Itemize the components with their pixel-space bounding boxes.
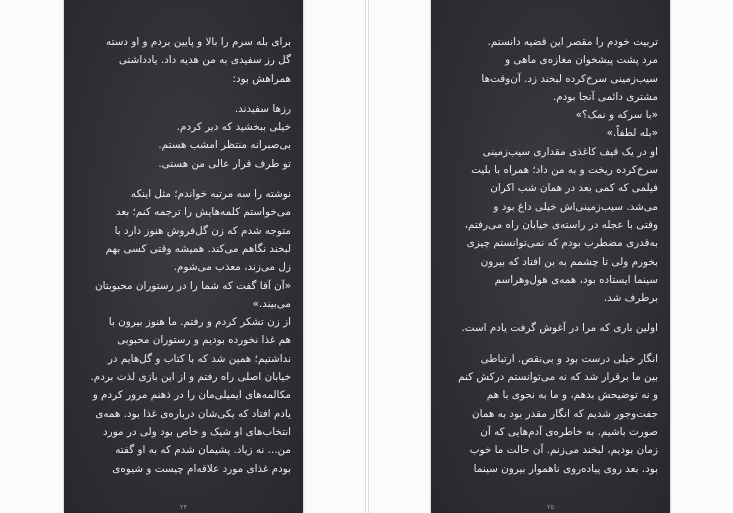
right-page-text — [441, 33, 658, 478]
text-line: زمان بودیم، لبخند می‌زنم. آن حالت ما خوب — [469, 444, 658, 457]
text-line: انگار خیلی درست بود و بی‌نقص. ارتباطی — [480, 352, 658, 365]
text-line: اولین باری که مرا در آغوش گرفت یادم است. — [461, 322, 658, 335]
text-line: تو طرف قرار عالی من هستی. — [158, 157, 291, 170]
text-line: مشتری دائمی آنجا بودم. — [552, 90, 658, 103]
text-line: همراهش بود: — [232, 72, 291, 85]
text-line: مرد پشت پیشخوان مغازه‌ی ماهی و — [505, 54, 658, 67]
text-line: برای بله سرم را بالا و پایین بردم و او دسته — [106, 36, 291, 48]
page-number: ۲۵ — [547, 503, 554, 511]
text-line: سینما ایستاده بود، همه‌ی هول‌وهراسم — [494, 273, 658, 286]
text-line: «با سرکه و نمک؟» — [575, 109, 658, 122]
text-line: «آن آقا گفت که شما را در رستوران محبوبتان — [94, 279, 291, 292]
paragraph-gap — [441, 307, 658, 319]
text-line: من... نه زیاد. پشیمان شدم که به او گفته — [115, 444, 291, 457]
paragraph-gap — [74, 173, 291, 185]
text-line: انتخاب‌های او شیک و خاص بود ولی در مورد — [103, 425, 291, 438]
text-line: نداشتیم؛ همین شد که با کتاب و گل‌هایم در — [107, 352, 291, 365]
text-line: خیابان اصلی راه رفتم و از این بازی لذت بردم. — [90, 371, 291, 384]
text-line: بی‌صبرانه منتظر امشب هستم. — [158, 139, 291, 152]
text-line: هم غذا نخورده بودیم و رستوران محبوبی — [117, 334, 291, 347]
text-line: او در یک قیف کاغذی مقداری سیب‌زمینی — [482, 145, 658, 158]
text-line: زل می‌زند، معذب می‌شوم. — [173, 261, 291, 274]
text-line: جفت‌وجور شدیم که انگار مقدر بود به همان — [472, 407, 658, 420]
text-line: بودم غذای مورد علاقه‌ام چیست و شیوه‌ی — [112, 462, 291, 475]
text-line: بخورم ولی تا چشمم به بن افتاد که بیرون — [480, 255, 658, 268]
text-line: رزها سفیدند. — [234, 102, 291, 115]
paragraph-gap — [74, 88, 291, 100]
text-line: خیلی ببخشید که دیر کردم. — [176, 121, 291, 134]
text-line: و نه توضیحش بدهم، و ما به نحوی با هم — [486, 389, 658, 402]
text-line: بین ما برقرار شد که نه می‌توانستم درکش کنم — [458, 371, 658, 384]
text-line: می‌خواستم کلمه‌هایش را ترجمه کنم؛ بعد — [115, 206, 291, 219]
text-line: متوجه شدم که زن گل‌فروش هنوز دارد با — [114, 224, 291, 237]
paragraph-gap — [441, 338, 658, 350]
text-line: یادم افتاد که یکی‌شان درباره‌ی غذا بود. همه‌ی — [95, 407, 291, 420]
text-line: وقتی با عجله در راسته‌ی خیابان راه می‌رفتم، — [464, 218, 658, 231]
text-line: برطرف شد. — [603, 292, 658, 305]
text-line: سیب‌زمینی سرخ‌کرده لبخند زد. آن‌وقت‌ها — [481, 72, 658, 85]
text-line: لبخند نگاهم می‌کند. همیشه وقتی کسی بهم — [105, 242, 291, 255]
left-page — [64, 0, 303, 513]
text-line: نوشته را سه مرتبه خواندم؛ مثل اینکه — [130, 188, 291, 201]
text-line: مکالمه‌های ایمیلی‌مان را در ذهنم مرور کردم و — [92, 389, 291, 402]
text-line: می‌بیند.» — [252, 297, 291, 310]
text-line: از زن تشکر کردم و رفتم. ما هنوز بیرون با — [108, 316, 291, 329]
text-line: صورت باشیم. به خاطره‌ی آدم‌هایی که آن — [480, 425, 658, 438]
text-line: به‌قدری مضطرب بودم که نمی‌توانستم چیزی — [466, 237, 658, 250]
right-page — [431, 0, 670, 513]
page-number: ۲۴ — [180, 503, 187, 511]
text-line: سرخ‌کرده ریخت و به من داد؛ همراه با بلیت — [471, 164, 658, 177]
text-line: گل رز سفیدی به من هدیه داد. یادداشتی — [118, 54, 291, 67]
text-line: تربیت خودم را مقصر این قضیه دانستم. — [487, 36, 658, 48]
text-line: بود. بعد روی پیاده‌روی ناهموار بیرون سینما — [473, 462, 658, 475]
text-line: «بله لطفاً.» — [606, 127, 658, 140]
left-page-text — [74, 33, 291, 478]
text-line: فیلمی که کمی بعد در همان شب اکران — [490, 182, 658, 195]
text-line: می‌شد. سیب‌زمینی‌اش خیلی داغ بود و — [493, 200, 658, 213]
